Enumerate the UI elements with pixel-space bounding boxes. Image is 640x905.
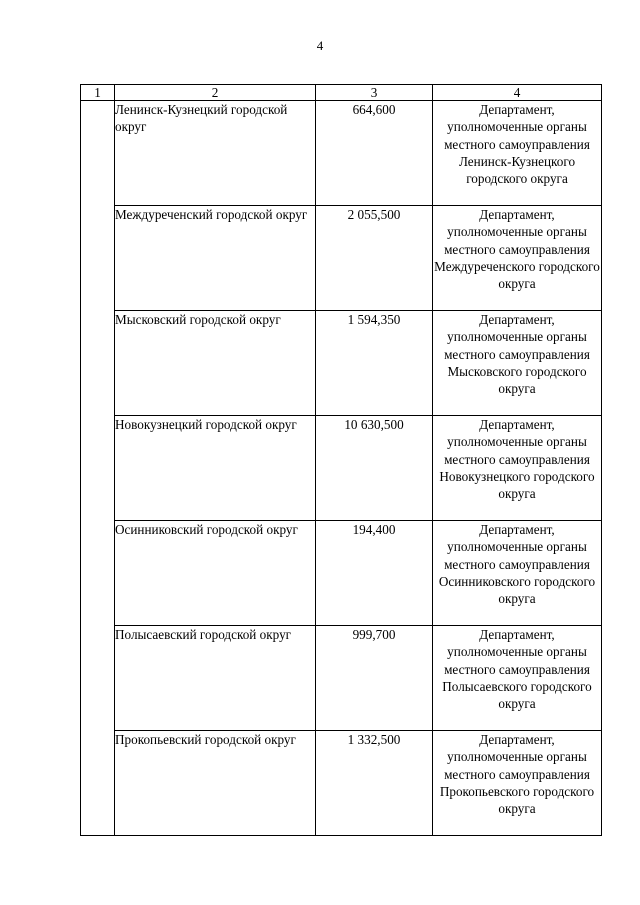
- executor-cell: Департамент, уполномоченные органы местного самоуправления Прокопьевского городского округа: [433, 731, 602, 836]
- table-header-row: [81, 85, 602, 101]
- table-row: [81, 521, 602, 626]
- amount-cell: 194,400: [316, 521, 433, 626]
- page-number: 4: [316, 38, 324, 53]
- executor-cell: Департамент, уполномоченные органы местного самоуправления Междуреченского городского округа: [433, 206, 602, 311]
- executor-cell: Департамент, уполномоченные органы местного самоуправления Осинниковского городского округа: [433, 521, 602, 626]
- municipality-name-cell: Ленинск-Кузнецкий городской округ: [115, 101, 316, 206]
- municipality-name-cell: Новокузнецкий городской округ: [115, 416, 316, 521]
- amount-cell: 664,600: [316, 101, 433, 206]
- allocation-table: [80, 84, 602, 836]
- header-cell-4: 4: [433, 85, 602, 101]
- table-row: [81, 206, 602, 311]
- header-cell-2: 2: [115, 85, 316, 101]
- municipality-name-cell: Прокопьевский городской округ: [115, 731, 316, 836]
- table-row: [81, 101, 602, 206]
- table-row: [81, 311, 602, 416]
- municipality-name-cell: Мысковский городской округ: [115, 311, 316, 416]
- table-row: [81, 416, 602, 521]
- municipality-name-cell: Междуреченский городской округ: [115, 206, 316, 311]
- amount-cell: 1 594,350: [316, 311, 433, 416]
- header-cell-1: 1: [81, 85, 115, 101]
- amount-cell: 1 332,500: [316, 731, 433, 836]
- merged-index-cell: [81, 101, 115, 836]
- amount-cell: 10 630,500: [316, 416, 433, 521]
- municipality-name-cell: Полысаевский городской округ: [115, 626, 316, 731]
- executor-cell: Департамент, уполномоченные органы местного самоуправления Ленинск-Кузнецкого городского округа: [433, 101, 602, 206]
- table-row: [81, 731, 602, 836]
- executor-cell: Департамент, уполномоченные органы местного самоуправления Мысковского городского округа: [433, 311, 602, 416]
- table-row: [81, 626, 602, 731]
- header-cell-3: 3: [316, 85, 433, 101]
- amount-cell: 999,700: [316, 626, 433, 731]
- municipality-name-cell: Осинниковский городской округ: [115, 521, 316, 626]
- executor-cell: Департамент, уполномоченные органы местного самоуправления Полысаевского городского округа: [433, 626, 602, 731]
- executor-cell: Департамент, уполномоченные органы местного самоуправления Новокузнецкого городского округа: [433, 416, 602, 521]
- amount-cell: 2 055,500: [316, 206, 433, 311]
